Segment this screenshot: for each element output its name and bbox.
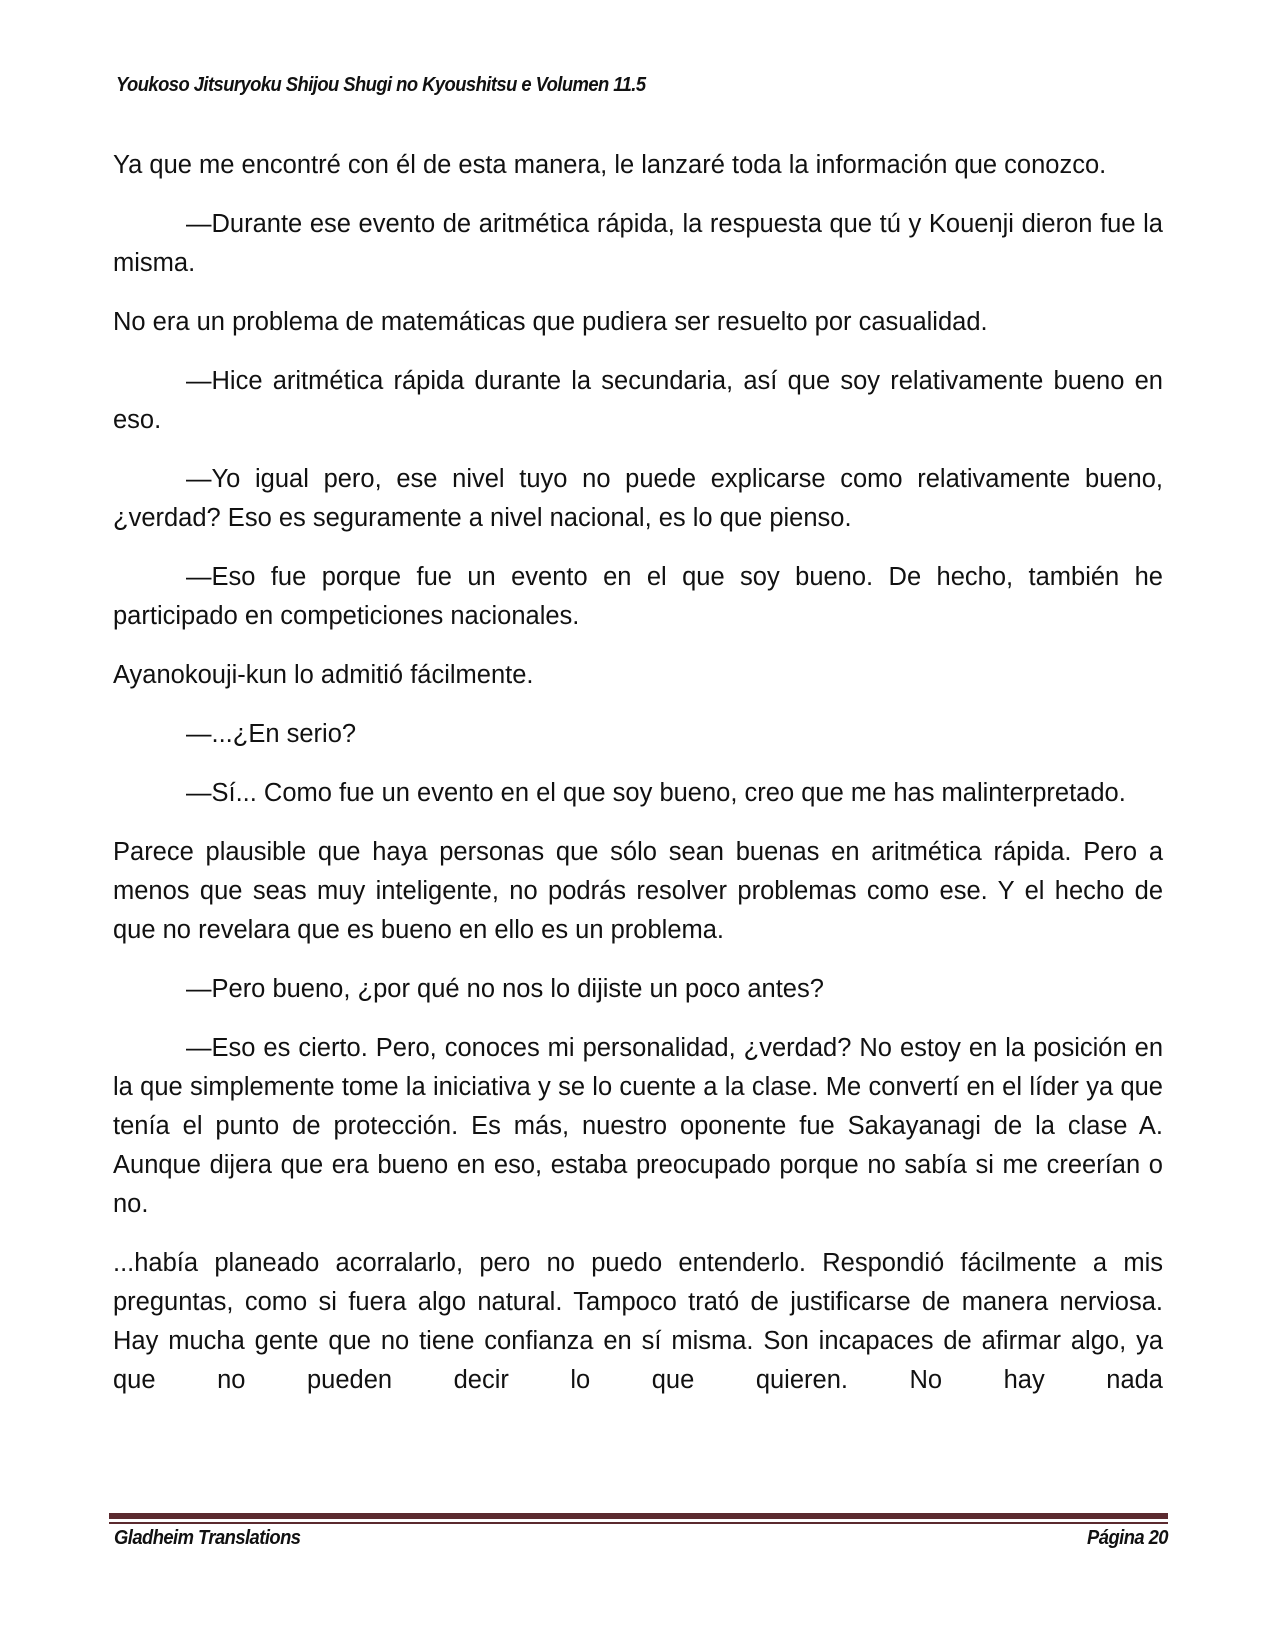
- dialogue-paragraph: —Sí... Como fue un evento en el que soy bueno, creo que me has malinterpretado.: [186, 779, 1126, 807]
- dialogue-paragraph: —Eso es cierto. Pero, conoces mi personalidad, ¿verdad? No estoy en la posición en la que simplemente tome la iniciativa y se lo cuente a la clase. Me convertí en el líder ya que tenía el punto de protección. Es más, nuestro oponente fue Sakayanagi de la clase A. Aunque dijera que era bueno en eso, estaba preocupado porque no sabía si me creerían o no.: [113, 1034, 1163, 1218]
- dialogue-paragraph: —Hice aritmética rápida durante la secundaria, así que soy relativamente bueno en eso.: [113, 367, 1163, 434]
- dialogue-paragraph: —...¿En serio?: [186, 720, 357, 748]
- paragraph: Parece plausible que haya personas que sólo sean buenas en aritmética rápida. Pero a menos que seas muy inteligente, no podrás resolver problemas como ese. Y el hecho de que no revelara que es bueno en ello es un problema.: [113, 838, 1163, 944]
- paragraph: Ayanokouji-kun lo admitió fácilmente.: [113, 661, 534, 689]
- dialogue-paragraph: —Durante ese evento de aritmética rápida, la respuesta que tú y Kouenji dieron fue la misma.: [113, 210, 1163, 277]
- running-header: Youkoso Jitsuryoku Shijou Shugi no Kyoushitsu e Volumen 11.5: [116, 74, 646, 96]
- footer-translator: Gladheim Translations: [114, 1527, 301, 1549]
- page-number: Página 20: [1087, 1527, 1168, 1549]
- footer-rule-thick: [109, 1513, 1168, 1519]
- dialogue-paragraph: —Pero bueno, ¿por qué no nos lo dijiste un poco antes?: [186, 975, 824, 1003]
- paragraph: Ya que me encontré con él de esta manera, le lanzaré toda la información que conozco.: [113, 151, 1107, 179]
- paragraph: ...había planeado acorralarlo, pero no puedo entenderlo. Respondió fácilmente a mis preguntas, como si fuera algo natural. Tampoco trató de justificarse de manera nerviosa. Hay mucha gente que no tiene confianza en sí misma. Son incapaces de afirmar algo, ya que no pueden decir lo que quieren. No hay nada: [113, 1249, 1163, 1394]
- paragraph: No era un problema de matemáticas que pudiera ser resuelto por casualidad.: [113, 308, 988, 336]
- dialogue-paragraph: —Eso fue porque fue un evento en el que soy bueno. De hecho, también he participado en competiciones nacionales.: [113, 563, 1163, 630]
- footer-rule-thin: [109, 1522, 1168, 1524]
- page-body: [113, 146, 1163, 1420]
- dialogue-paragraph: —Yo igual pero, ese nivel tuyo no puede explicarse como relativamente bueno, ¿verdad? Eso es seguramente a nivel nacional, es lo que pienso.: [113, 465, 1163, 532]
